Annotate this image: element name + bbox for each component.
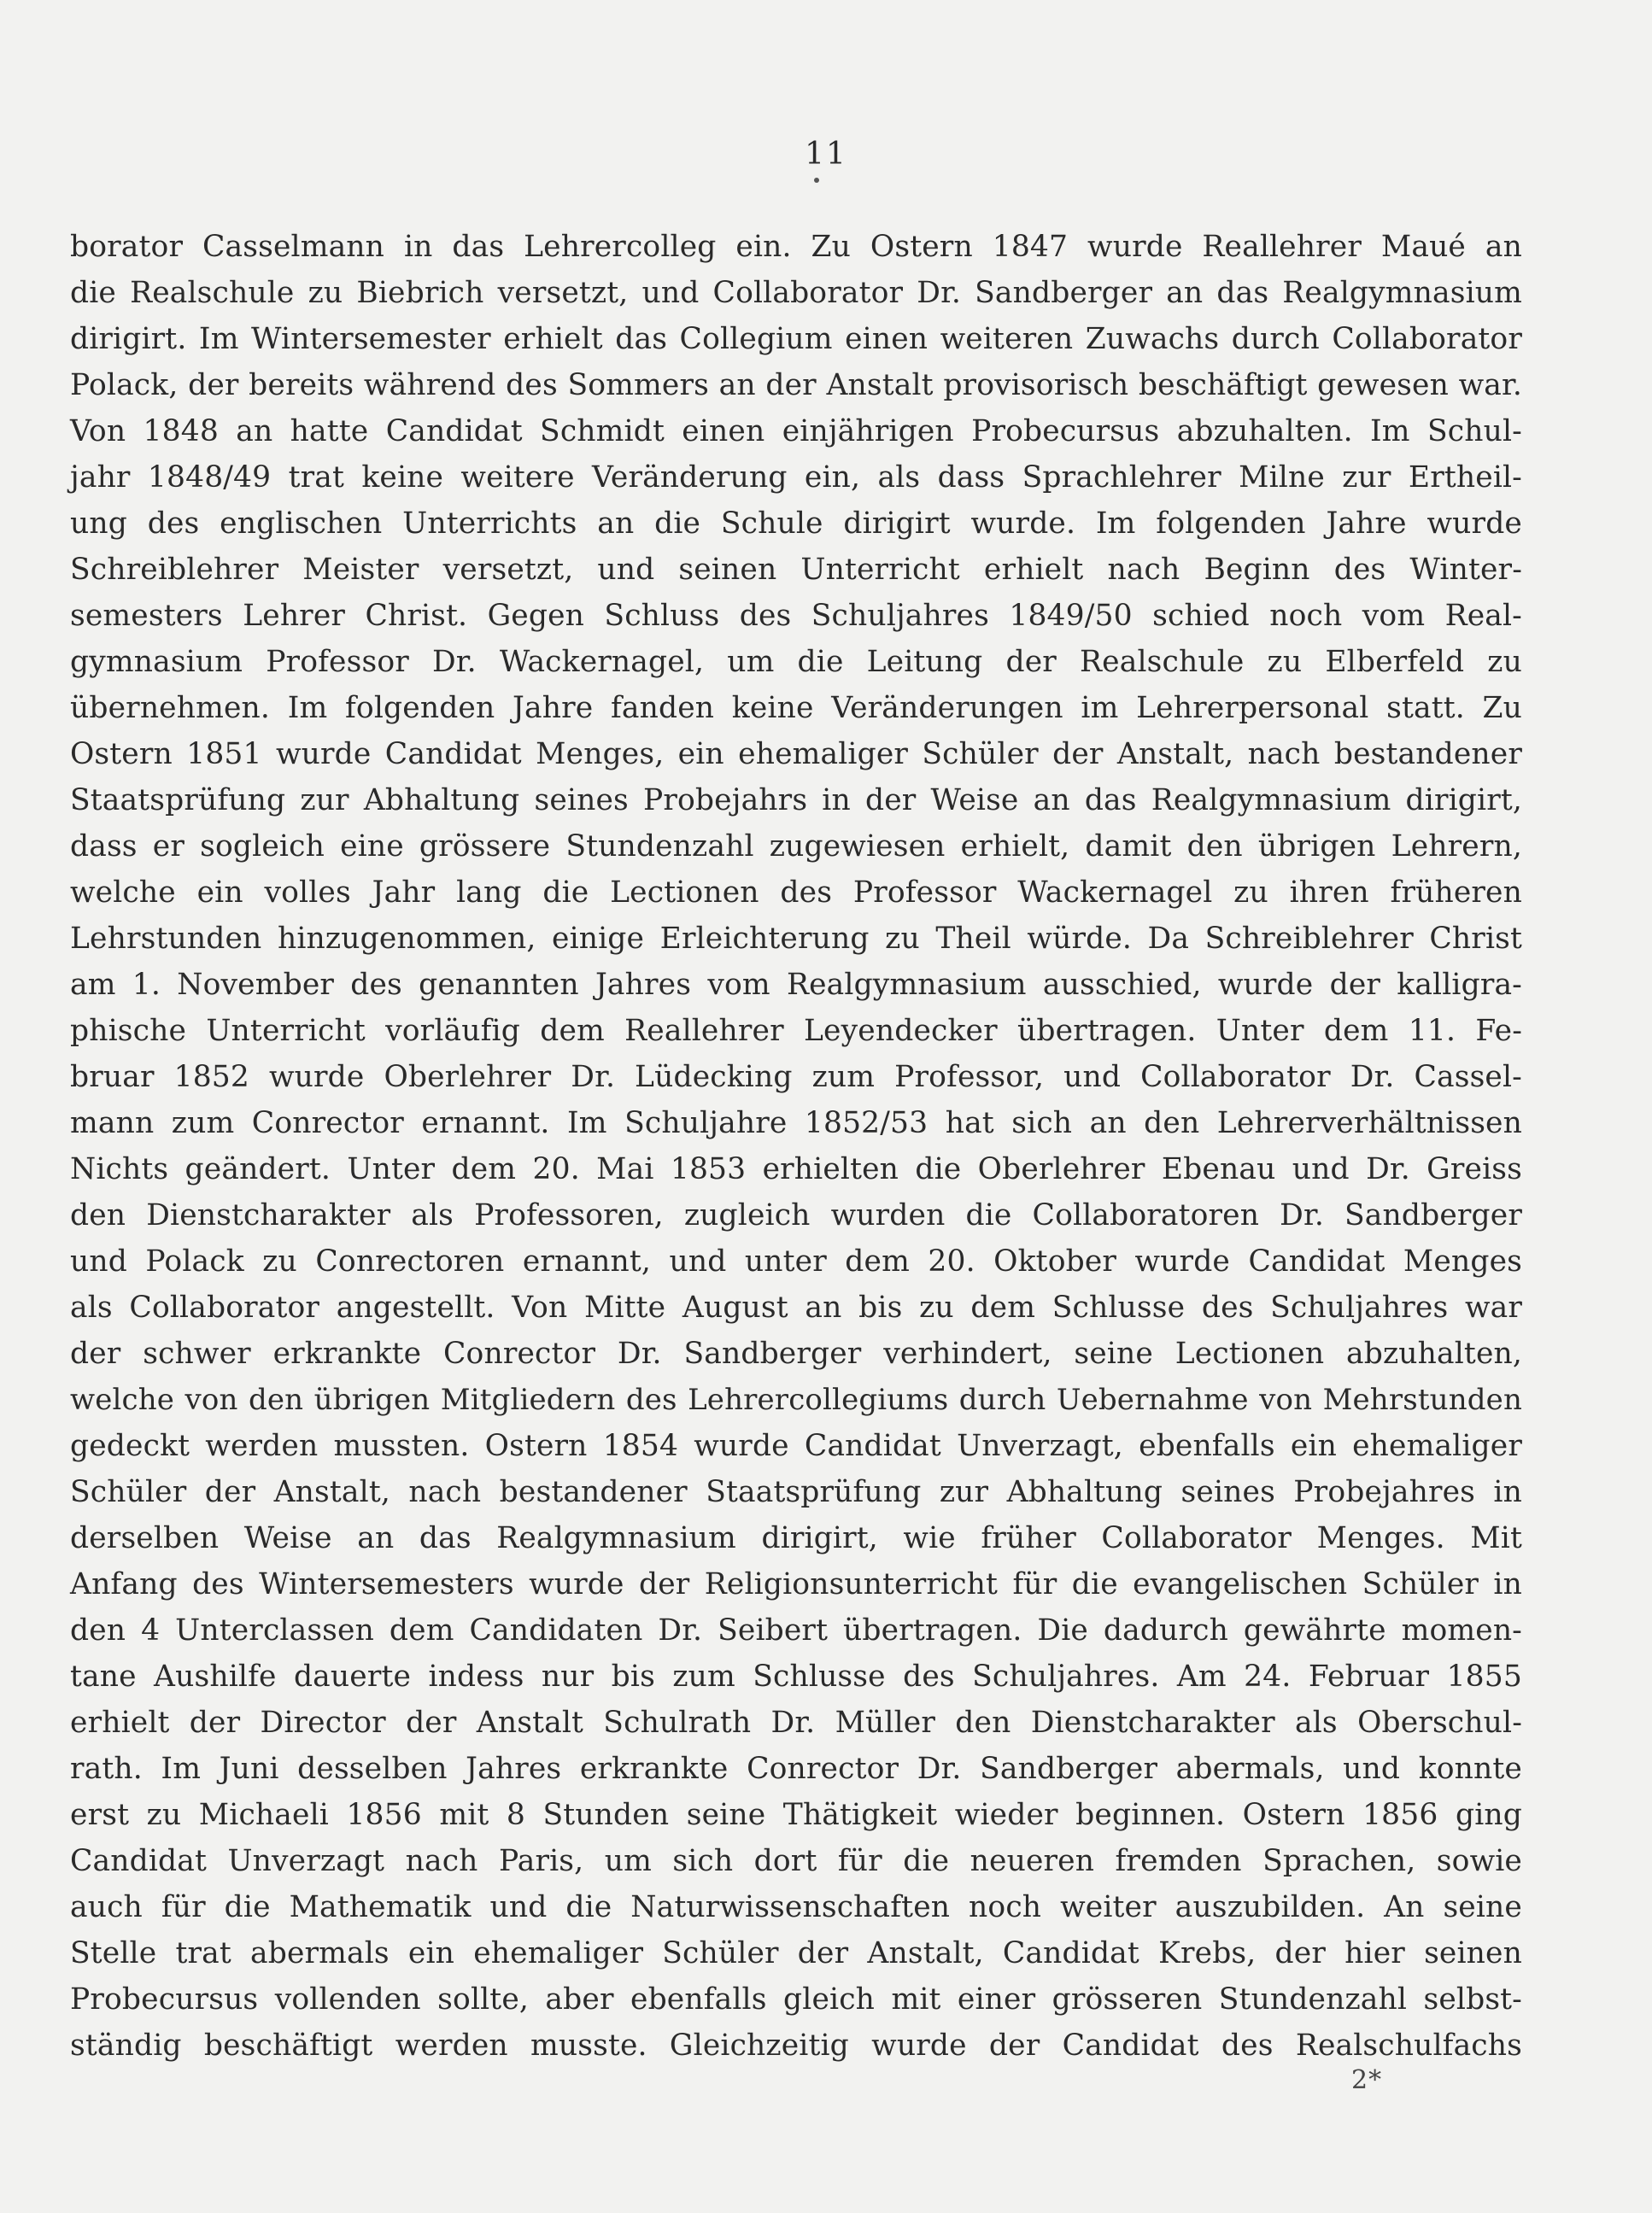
text-line: semesters Lehrer Christ. Gegen Schluss des Schuljahres 1849/50 schied noch vom Real- [70, 599, 1522, 633]
text-line: Ostern 1851 wurde Candidat Menges, ein ehemaliger Schüler der Anstalt, nach bestandener [70, 737, 1522, 771]
text-line: Schreiblehrer Meister versetzt, und seinen Unterricht erhielt nach Beginn des Winter- [70, 553, 1522, 587]
text-line: ständig beschäftigt werden musste. Gleichzeitig wurde der Candidat des Realschulfachs [70, 2029, 1522, 2063]
text-line: gymnasium Professor Dr. Wackernagel, um die Leitung der Realschule zu Elberfeld zu [70, 645, 1522, 679]
text-line: Nichts geändert. Unter dem 20. Mai 1853 erhielten die Oberlehrer Ebenau und Dr. Greiss [70, 1152, 1522, 1186]
text-line: auch für die Mathematik und die Naturwissenschaften noch weiter auszubilden. An seine [70, 1890, 1522, 1924]
printer-signature-mark: 2* [1351, 2065, 1383, 2095]
text-line: Schüler der Anstalt, nach bestandener Staatsprüfung zur Abhaltung seines Probejahres in [70, 1475, 1522, 1509]
text-line: phische Unterricht vorläufig dem Reallehrer Leyendecker übertragen. Unter dem 11. Fe- [70, 1014, 1522, 1048]
text-line: derselben Weise an das Realgymnasium dirigirt, wie früher Collaborator Menges. Mit [70, 1521, 1522, 1555]
text-line: mann zum Conrector ernannt. Im Schuljahre 1852/53 hat sich an den Lehrerverhältnissen [70, 1106, 1522, 1140]
text-line: dirigirt. Im Wintersemester erhielt das Collegium einen weiteren Zuwachs durch Collaborator [70, 322, 1522, 356]
text-line: Candidat Unverzagt nach Paris, um sich dort für die neueren fremden Sprachen, sowie [70, 1844, 1522, 1878]
text-line: die Realschule zu Biebrich versetzt, und Collaborator Dr. Sandberger an das Realgymnasium [70, 276, 1522, 310]
text-line: gedeckt werden mussten. Ostern 1854 wurde Candidat Unverzagt, ebenfalls ein ehemaliger [70, 1429, 1522, 1463]
text-line: übernehmen. Im folgenden Jahre fanden keine Veränderungen im Lehrerpersonal statt. Zu [70, 691, 1522, 725]
text-line: als Collaborator angestellt. Von Mitte August an bis zu dem Schlusse des Schuljahres war [70, 1291, 1522, 1325]
text-line: jahr 1848/49 trat keine weitere Veränderung ein, als dass Sprachlehrer Milne zur Ertheil- [70, 460, 1522, 495]
text-line: der schwer erkrankte Conrector Dr. Sandberger verhindert, seine Lectionen abzuhalten, [70, 1337, 1522, 1371]
text-line: welche von den übrigen Mitgliedern des Lehrercollegiums durch Uebernahme von Mehrstunden [70, 1383, 1522, 1417]
body-text [70, 224, 1522, 2069]
text-line: Probecursus vollenden sollte, aber ebenfalls gleich mit einer grösseren Stundenzahl selbst- [70, 1982, 1522, 2017]
text-line: den Dienstcharakter als Professoren, zugleich wurden die Collaboratoren Dr. Sandberger [70, 1198, 1522, 1232]
text-line: Anfang des Wintersemesters wurde der Religionsunterricht für die evangelischen Schüler in [70, 1567, 1522, 1601]
text-line: am 1. November des genannten Jahres vom Realgymnasium ausschied, wurde der kalligra- [70, 968, 1522, 1002]
text-line: Staatsprüfung zur Abhaltung seines Probejahrs in der Weise an das Realgymnasium dirigirt, [70, 783, 1522, 817]
text-line: rath. Im Juni desselben Jahres erkrankte Conrector Dr. Sandberger abermals, und konnte [70, 1752, 1522, 1786]
text-line: tane Aushilfe dauerte indess nur bis zum Schlusse des Schuljahres. Am 24. Februar 1855 [70, 1660, 1522, 1694]
text-line: Von 1848 an hatte Candidat Schmidt einen einjährigen Probecursus abzuhalten. Im Schul- [70, 414, 1522, 448]
text-line: Stelle trat abermals ein ehemaliger Schüler der Anstalt, Candidat Krebs, der hier seinen [70, 1936, 1522, 1970]
text-line: erhielt der Director der Anstalt Schulrath Dr. Müller den Dienstcharakter als Oberschul- [70, 1706, 1522, 1740]
text-line: borator Casselmann in das Lehrercolleg ein. Zu Ostern 1847 wurde Reallehrer Maué an [70, 230, 1522, 264]
text-line: ung des englischen Unterrichts an die Schule dirigirt wurde. Im folgenden Jahre wurde [70, 506, 1522, 541]
text-line: dass er sogleich eine grössere Stundenzahl zugewiesen erhielt, damit den übrigen Lehrern, [70, 829, 1522, 864]
text-line: Lehrstunden hinzugenommen, einige Erleichterung zu Theil würde. Da Schreiblehrer Christ [70, 922, 1522, 956]
page-number-dot [814, 178, 819, 183]
text-line: erst zu Michaeli 1856 mit 8 Stunden seine Thätigkeit wieder beginnen. Ostern 1856 ging [70, 1798, 1522, 1832]
text-line: und Polack zu Conrectoren ernannt, und unter dem 20. Oktober wurde Candidat Menges [70, 1244, 1522, 1279]
text-line: welche ein volles Jahr lang die Lectionen des Professor Wackernagel zu ihren früheren [70, 875, 1522, 910]
text-line: den 4 Unterclassen dem Candidaten Dr. Seibert übertragen. Die dadurch gewährte momen- [70, 1613, 1522, 1648]
text-line: Polack, der bereits während des Sommers an der Anstalt provisorisch beschäftigt gewesen war. [70, 368, 1522, 402]
text-line: bruar 1852 wurde Oberlehrer Dr. Lüdecking zum Professor, und Collaborator Dr. Cassel- [70, 1060, 1522, 1094]
page-number: 11 [805, 137, 847, 172]
